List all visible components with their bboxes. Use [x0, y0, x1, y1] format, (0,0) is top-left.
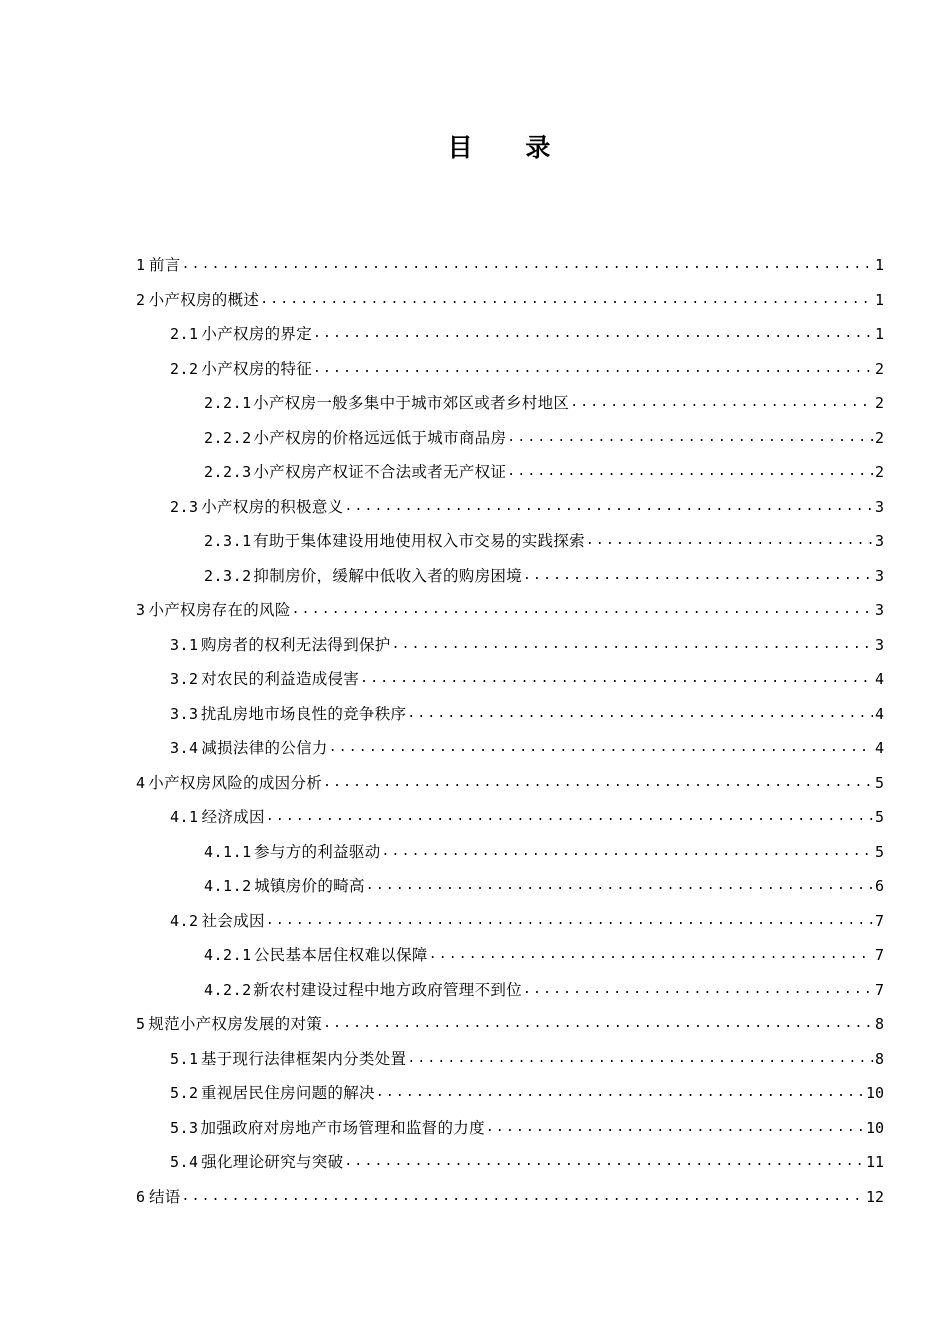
toc-entry-number: 3.2: [170, 670, 199, 688]
toc-entry-title: 公民基本居住权难以保障: [253, 946, 428, 964]
toc-entry[interactable]: [170, 800, 884, 834]
toc-entry-number: 2.2: [170, 359, 199, 378]
toc-entry[interactable]: [136, 248, 884, 282]
toc-entry-number: 2.2.1: [204, 394, 252, 412]
toc-entry-page: 4: [874, 739, 884, 757]
toc-entry-number: 5.4: [170, 1153, 199, 1171]
toc-dot-leader: [407, 1042, 873, 1076]
toc-entry-title: 规范小产权房发展的对策: [148, 1015, 323, 1033]
toc-entry-page: 10: [865, 1084, 884, 1102]
toc-entry-page: 1: [874, 290, 884, 309]
toc-entry-page: 4: [874, 670, 884, 688]
toc-entry[interactable]: [170, 731, 884, 765]
toc-entry[interactable]: [204, 524, 884, 558]
toc-entry-title: 小产权房的概述: [148, 290, 260, 309]
toc-dot-leader: [392, 628, 873, 662]
toc-entry-title: 对农民的利益造成侵害: [201, 670, 360, 688]
toc-entry-page: 7: [874, 980, 884, 999]
toc-entry-number: 5.1: [170, 1049, 199, 1068]
toc-entry-page: 11: [865, 1153, 884, 1171]
toc-entry[interactable]: [136, 1007, 884, 1041]
toc-entry-page: 3: [874, 601, 884, 619]
toc-entry[interactable]: [170, 352, 884, 386]
toc-entry-page: 3: [874, 532, 884, 550]
toc-entry-title: 经济成因: [201, 808, 265, 826]
toc-entry-page: 6: [874, 877, 884, 895]
toc-entry-title: 社会成因: [201, 911, 265, 930]
toc-dot-leader: [182, 248, 873, 282]
toc-entry-title: 小产权房产权证不合法或者无产权证: [253, 463, 507, 481]
toc-dot-leader: [260, 283, 873, 317]
toc-entry-page: 10: [865, 1118, 884, 1137]
toc-entry-page: 5: [874, 842, 884, 861]
toc-entry-title: 扰乱房地市场良性的竞争秩序: [200, 704, 407, 723]
toc-entry-page: 5: [874, 773, 884, 792]
toc-entry-title: 抑制房价，缓解中低收入者的购房困境: [253, 566, 523, 585]
toc-dot-leader: [429, 938, 873, 972]
toc-dot-leader: [586, 524, 873, 558]
toc-entry[interactable]: [170, 1145, 884, 1179]
toc-entry-number: 2.2.3: [204, 463, 252, 481]
toc-entry-title: 减损法律的公信力: [201, 739, 328, 757]
toc-entry-page: 12: [865, 1187, 884, 1206]
toc-dot-leader: [266, 800, 873, 834]
page-title: 目 录: [447, 133, 573, 162]
toc-entry-page: 2: [874, 463, 884, 481]
toc-entry-number: 3.1: [170, 635, 199, 654]
toc-entry-page: 7: [874, 946, 884, 964]
toc-entry-page: 3: [874, 566, 884, 585]
toc-entry-title: 强化理论研究与突破: [201, 1153, 344, 1171]
toc-dot-leader: [486, 1111, 864, 1145]
toc-entry-title: 购房者的权利无法得到保护: [201, 635, 391, 654]
toc-dot-leader: [407, 697, 873, 731]
toc-dot-leader: [360, 662, 873, 696]
toc-dot-leader: [376, 1076, 864, 1110]
toc-entry-number: 2.3.2: [204, 566, 252, 585]
toc-entry-page: 5: [874, 808, 884, 826]
toc-entry[interactable]: [170, 490, 884, 524]
toc-entry[interactable]: [170, 697, 884, 731]
toc-entry-title: 小产权房的特征: [201, 359, 312, 378]
toc-entry-number: 3.3: [170, 704, 199, 723]
toc-entry-page: 7: [874, 911, 884, 930]
toc-entry[interactable]: [204, 386, 884, 420]
toc-entry-number: 4.1.1: [204, 842, 252, 861]
toc-entry-title: 小产权房的积极意义: [201, 497, 344, 516]
toc-entry-number: 2.3.1: [204, 532, 252, 550]
toc-entry-page: 8: [874, 1049, 884, 1068]
toc-entry-title: 参与方的利益驱动: [254, 842, 381, 861]
toc-dot-leader: [182, 1180, 864, 1214]
toc-entry[interactable]: [136, 1180, 884, 1214]
toc-entry-number: 4.2.1: [204, 946, 252, 964]
toc-entry-number: 4.2.2: [204, 980, 252, 999]
toc-entry-title: 前言: [148, 256, 181, 274]
toc-entry[interactable]: [204, 835, 884, 869]
toc-entry[interactable]: [204, 455, 884, 489]
toc-entry-number: 4.2: [170, 911, 199, 930]
toc-entry-title: 小产权房的界定: [201, 325, 312, 343]
toc-entry[interactable]: [136, 283, 884, 317]
toc-entry-title: 小产权房的价格远远低于城市商品房: [253, 428, 507, 447]
toc-entry-page: 2: [874, 359, 884, 378]
toc-entry-page: 3: [874, 635, 884, 654]
toc-entry-page: 1: [874, 325, 884, 343]
toc-entry-title: 结语: [148, 1187, 181, 1206]
toc-entry-title: 小产权房一般多集中于城市郊区或者乡村地区: [253, 394, 570, 412]
toc-entry-page: 1: [874, 256, 884, 274]
toc-dot-leader: [313, 352, 873, 386]
toc-dot-leader: [570, 386, 873, 420]
toc-entry[interactable]: [170, 662, 884, 696]
toc-entry-title: 重视居民住房问题的解决: [201, 1084, 375, 1102]
toc-dot-leader: [323, 1007, 873, 1041]
toc-entry-title: 小产权房风险的成因分析: [148, 773, 323, 792]
toc-entry-title: 加强政府对房地产市场管理和监督的力度: [200, 1118, 485, 1137]
toc-entry-title: 小产权房存在的风险: [148, 601, 291, 619]
toc-entry[interactable]: [204, 869, 884, 903]
toc-entry-number: 4.1.2: [204, 877, 252, 895]
toc-entry-number: 2.3: [170, 497, 199, 516]
toc-entry[interactable]: [204, 421, 884, 455]
toc-entry-number: 2: [136, 290, 146, 309]
toc-dot-leader: [323, 766, 873, 800]
toc-entry[interactable]: [170, 628, 884, 662]
toc-entry[interactable]: [136, 766, 884, 800]
toc-entry-number: 3: [136, 601, 146, 619]
toc-entry[interactable]: [170, 1111, 884, 1145]
toc-dot-leader: [382, 835, 873, 869]
toc-dot-leader: [507, 421, 873, 455]
toc-entry-number: 6: [136, 1187, 146, 1206]
toc-entry-title: 城镇房价的畸高: [254, 877, 365, 895]
toc-dot-leader: [344, 490, 873, 524]
toc-entry[interactable]: [170, 1042, 884, 1076]
toc-dot-leader: [366, 869, 873, 903]
toc-dot-leader: [266, 904, 873, 938]
toc-entry-number: 5.3: [170, 1118, 199, 1137]
toc-entry-number: 4: [136, 773, 146, 792]
toc-entry[interactable]: [204, 938, 884, 972]
toc-entry-page: 8: [874, 1015, 884, 1033]
toc-entry[interactable]: [170, 904, 884, 938]
toc-dot-leader: [313, 317, 873, 351]
toc-dot-leader: [507, 455, 873, 489]
toc-dot-leader: [344, 1145, 864, 1179]
toc-entry-number: 2.2.2: [204, 428, 252, 447]
toc-entry[interactable]: [204, 559, 884, 593]
toc-entry-page: 2: [874, 394, 884, 412]
toc-entry-number: 5: [136, 1015, 146, 1033]
toc-dot-leader: [329, 731, 873, 765]
toc-entry-number: 3.4: [170, 739, 199, 757]
toc-entry-title: 基于现行法律框架内分类处置: [200, 1049, 407, 1068]
toc-entry-number: 5.2: [170, 1084, 199, 1102]
toc-dot-leader: [523, 973, 873, 1007]
toc-entry-page: 2: [874, 428, 884, 447]
toc-dot-leader: [292, 593, 873, 627]
toc-entry-title: 新农村建设过程中地方政府管理不到位: [253, 980, 523, 999]
toc-dot-leader: [523, 559, 873, 593]
toc-entry-number: 2.1: [170, 325, 199, 343]
toc-entry-number: 1: [136, 256, 146, 274]
toc-entry-page: 4: [874, 704, 884, 723]
toc-entry[interactable]: [136, 593, 884, 627]
toc-entry-number: 4.1: [170, 808, 199, 826]
toc-entry[interactable]: [170, 317, 884, 351]
toc-entry-title: 有助于集体建设用地使用权入市交易的实践探索: [253, 532, 585, 550]
toc-entry[interactable]: [170, 1076, 884, 1110]
toc-entry[interactable]: [204, 973, 884, 1007]
toc-entry-page: 3: [874, 497, 884, 516]
